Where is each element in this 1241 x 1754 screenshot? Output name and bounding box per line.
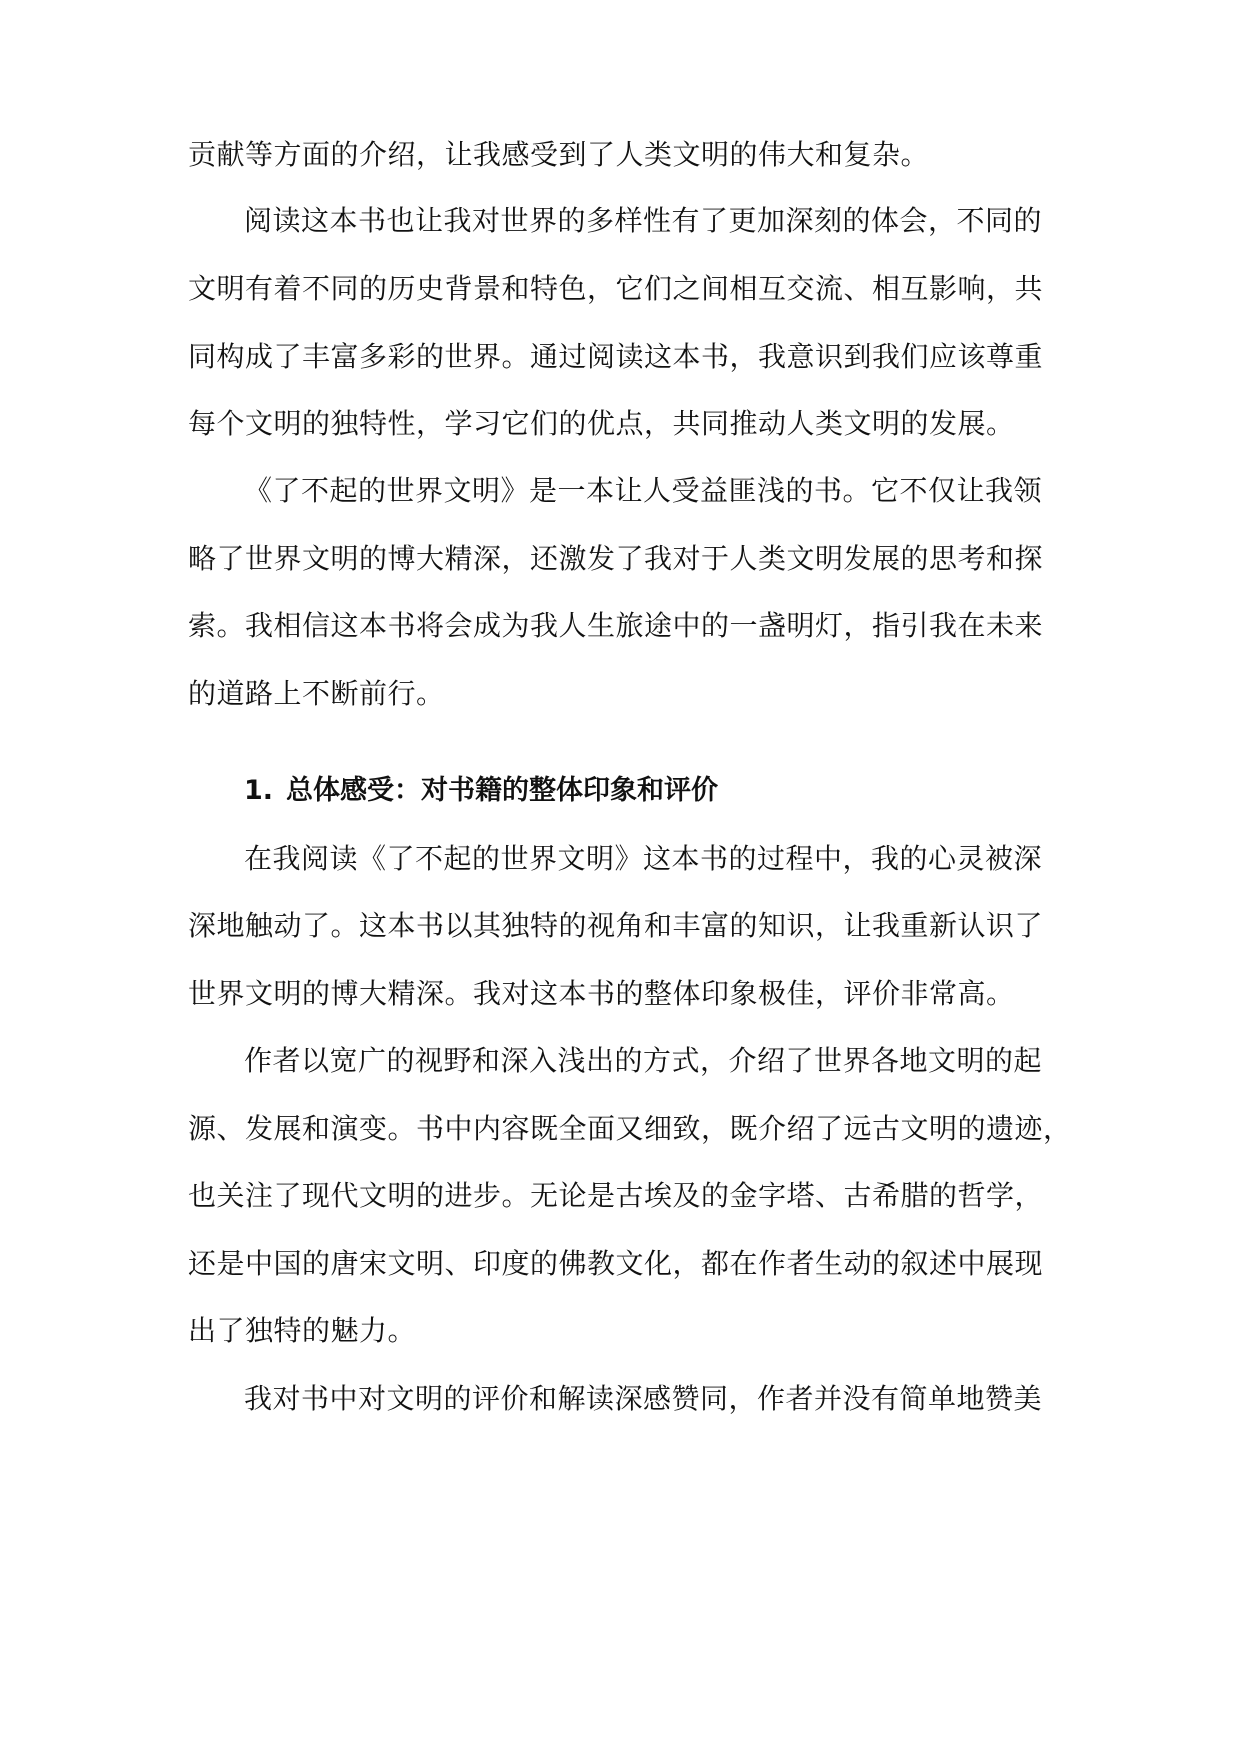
section-number: 1. — [244, 775, 274, 806]
paragraph-line: 作者以宽广的视野和深入浅出的方式，介绍了世界各地文明的起 — [244, 1044, 1043, 1077]
paragraph-line: 在我阅读《了不起的世界文明》这本书的过程中，我的心灵被深 — [244, 842, 1043, 875]
paragraph-line: 《了不起的世界文明》是一本让人受益匪浅的书。它不仅让我领 — [244, 474, 1043, 507]
paragraph-line: 源、发展和演变。书中内容既全面又细致，既介绍了远古文明的遗迹， — [188, 1112, 1072, 1145]
paragraph-line: 索。我相信这本书将会成为我人生旅途中的一盏明灯，指引我在未来 — [188, 609, 1044, 642]
section-heading — [244, 773, 718, 809]
paragraph-line: 的道路上不断前行。 — [188, 677, 445, 710]
section-title: 总体感受：对书籍的整体印象和评价 — [286, 775, 718, 806]
paragraph-line: 我对书中对文明的评价和解读深感赞同，作者并没有简单地赞美 — [244, 1382, 1043, 1415]
paragraph-line: 也关注了现代文明的进步。无论是古埃及的金字塔、古希腊的哲学， — [188, 1179, 1044, 1212]
paragraph-line: 文明有着不同的历史背景和特色，它们之间相互交流、相互影响，共 — [188, 272, 1044, 305]
paragraph-line: 同构成了丰富多彩的世界。通过阅读这本书，我意识到我们应该尊重 — [188, 340, 1044, 373]
paragraph-line: 阅读这本书也让我对世界的多样性有了更加深刻的体会，不同的 — [244, 204, 1043, 237]
paragraph-line: 略了世界文明的博大精深，还激发了我对于人类文明发展的思考和探 — [188, 542, 1044, 575]
paragraph-line: 还是中国的唐宋文明、印度的佛教文化，都在作者生动的叙述中展现 — [188, 1247, 1044, 1280]
paragraph-line: 世界文明的博大精深。我对这本书的整体印象极佳，评价非常高。 — [188, 977, 1015, 1010]
paragraph-line: 出了独特的魅力。 — [188, 1314, 417, 1347]
paragraph-line: 每个文明的独特性，学习它们的优点，共同推动人类文明的发展。 — [188, 407, 1015, 440]
paragraph-line: 贡献等方面的介绍，让我感受到了人类文明的伟大和复杂。 — [188, 138, 930, 171]
paragraph-line: 深地触动了。这本书以其独特的视角和丰富的知识，让我重新认识了 — [188, 909, 1044, 942]
